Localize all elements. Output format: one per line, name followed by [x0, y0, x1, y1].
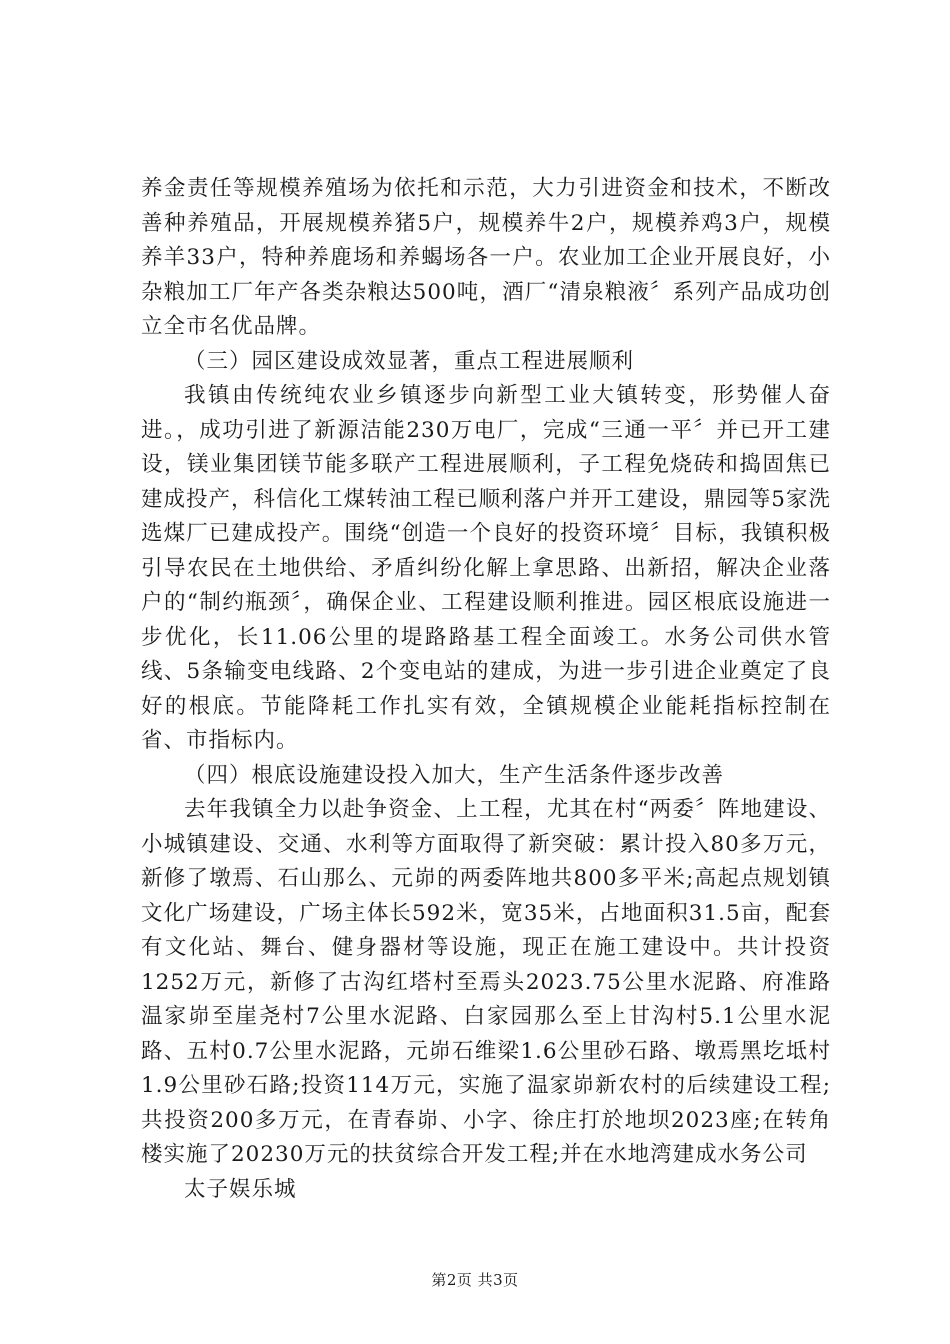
section-heading-4: （四）根底设施建设投入加大，生产生活条件逐步改善 — [184, 762, 725, 788]
page-footer: 第2页 共3页 — [431, 1271, 519, 1289]
paragraph-industrial-park: 我镇由传统纯农业乡镇逐步向新型工业大镇转变，形势催人奋进。，成功引进了新源洁能230万电厂，完成“三通一平〞并已开工建设，镁业集团镁节能多联产工程进展顺利，子工程免烧砖和捣固焦已建成投产，科信化工煤转油工程已顺利落户并开工建设，鼎园等5家洗选煤厂已建成投产。围绕“创造一个良好的投资环境〞目标，我镇积极引导农民在土地供给、矛盾纠纷化解上拿思路、出新招，解决企业落户的“制约瓶颈〞，确保企业、工程建设顺利推进。园区根底设施进一步优化，长11.06公里的堤路路基工程全面竣工。水务公司供水管线、5条输变电线路、2个变电站的建成，为进一步引进企业奠定了良好的根底。节能降耗工作扎实有效，全镇规模企业能耗指标控制在省、市指标内。 — [141, 383, 831, 753]
section-heading-3: （三）园区建设成效显著，重点工程进展顺利 — [184, 348, 635, 374]
paragraph-livestock: 养金责任等规模养殖场为依托和示范，大力引进资金和技术，不断改善种养殖品，开展规模养猪5户，规模养牛2户，规模养鸡3户，规模养羊33户，特种养鹿场和养蝎场各一户。农业加工企业开展良好，小杂粮加工厂年产各类杂粮达500吨，酒厂“清泉粮液〞系列产品成功创立全市名优品牌。 — [141, 176, 831, 339]
paragraph-trailing-line: 太子娱乐城 — [184, 1176, 297, 1202]
document-body — [141, 172, 831, 1207]
paragraph-infrastructure: 去年我镇全力以赴争资金、上工程，尤其在村“两委〞阵地建设、小城镇建设、交通、水利等方面取得了新突破：累计投入80多万元，新修了墩焉、石山那么、元峁的两委阵地共800多平米;高起点规划镇文化广场建设，广场主体长592米，宽35米，占地面积31.5亩，配套有文化站、舞台、健身器材等设施，现正在施工建设中。共计投资1252万元，新修了古沟红塔村至焉头2023.75公里水泥路、府准路温家峁至崖尧村7公里水泥路、白家园那么至上甘沟村5.1公里水泥路、五村0.7公里水泥路，元峁石维梁1.6公里砂石路、墩焉黑圪坻村1.9公里砂石路;投资114万元，实施了温家峁新农村的后续建设工程;共投资200多万元，在青春峁、小字、徐庄打於地坝2023座;在转角楼实施了20230万元的扶贫综合开发工程;并在水地湾建成水务公司 — [141, 797, 831, 1167]
